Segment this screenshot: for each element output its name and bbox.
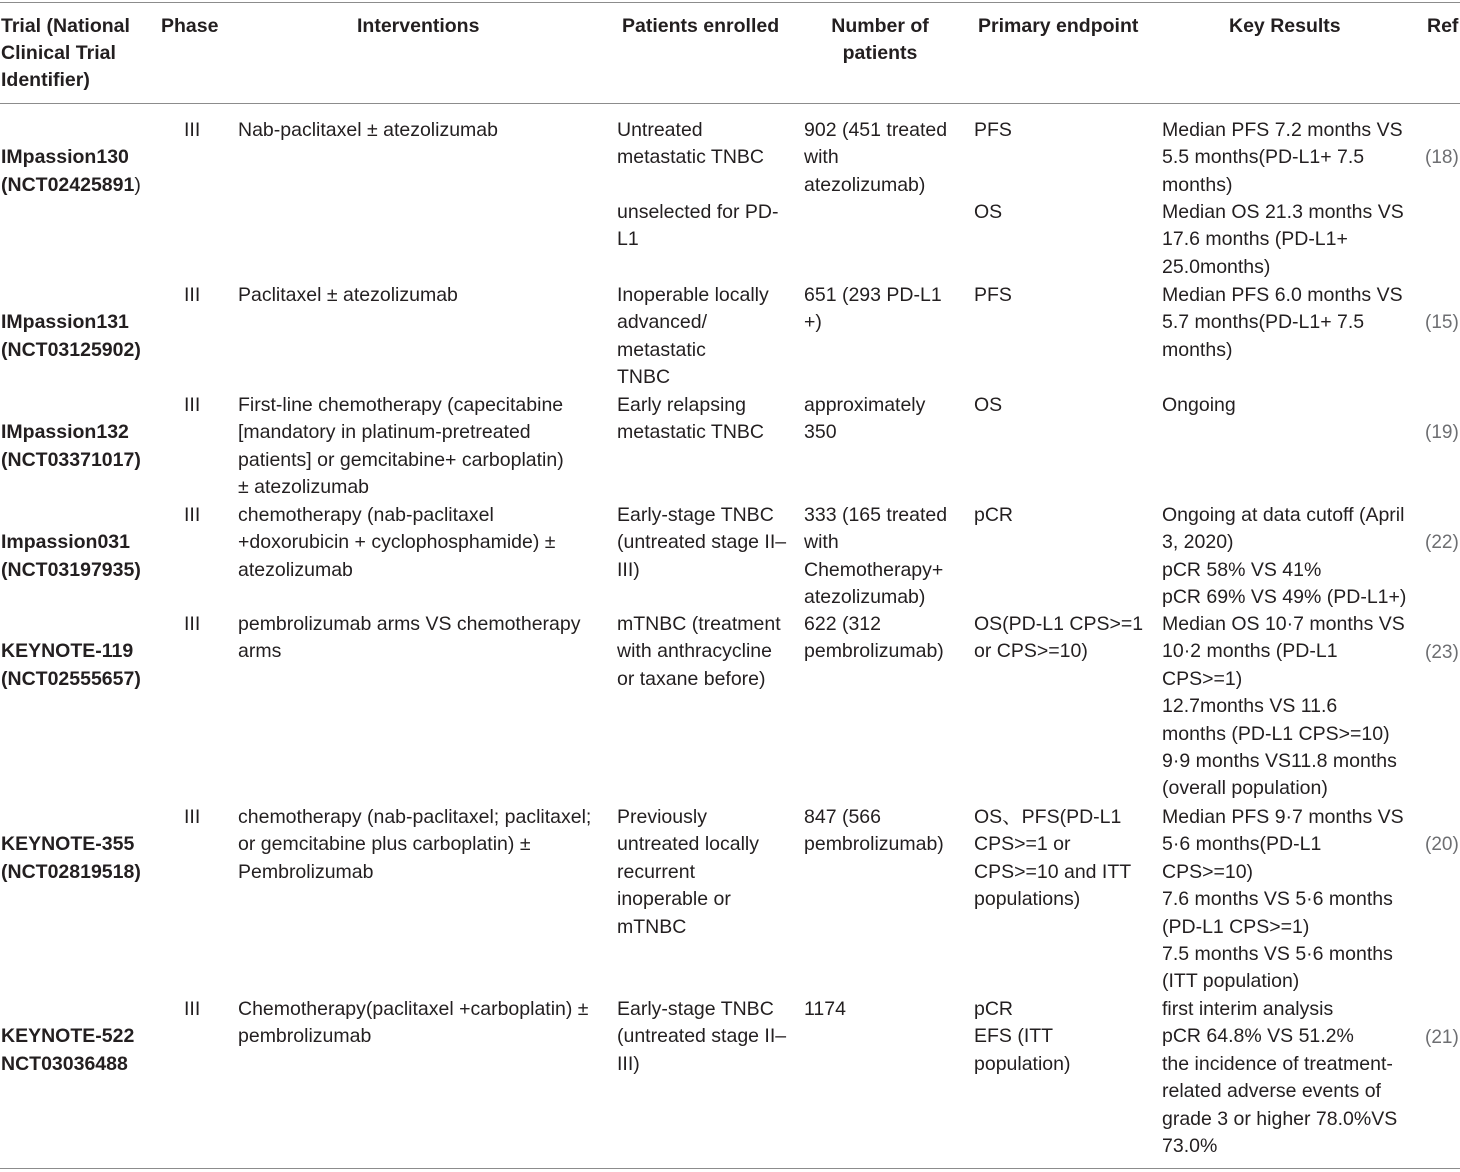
interventions-cell: chemotherapy (nab-paclitaxel +doxorubicin + cyclophosphamide) ± atezolizumab bbox=[238, 504, 556, 581]
header-divider-rule bbox=[0, 103, 1460, 104]
interventions-cell: Chemotherapy(paclitaxel +carboplatin) ± pembrolizumab bbox=[238, 998, 589, 1048]
header-primary-endpoint: Primary endpoint bbox=[978, 15, 1139, 37]
header-ref: Ref bbox=[1427, 15, 1459, 37]
primary-endpoint-cell: pCR bbox=[974, 504, 1014, 526]
phase-cell: III bbox=[184, 998, 201, 1020]
patients-enrolled-cell: Early-stage TNBC (untreated stage II– III) bbox=[617, 998, 787, 1075]
trial-name: KEYNOTE-355 bbox=[1, 833, 135, 856]
trial-cell bbox=[1, 996, 134, 1078]
trial-id: (NCT03125902) bbox=[1, 338, 141, 361]
number-of-patients-cell: 622 (312 pembrolizumab) bbox=[804, 613, 944, 663]
key-results-cell: first interim analysis pCR 64.8% VS 51.2% the incidence of treatment- related adverse events of grade 3 or higher 78.0%VS 73.0% bbox=[1162, 998, 1398, 1158]
trial-id-suffix: ) bbox=[134, 173, 141, 196]
trial-id: NCT03036488 bbox=[1, 1052, 128, 1075]
table-top-rule bbox=[0, 2, 1460, 3]
ref-cell: (21) bbox=[1425, 1027, 1459, 1048]
ref-cell: (18) bbox=[1425, 147, 1459, 168]
key-results-cell: Median PFS 9·7 months VS 5·6 months(PD-L1 CPS>=10) 7.6 months VS 5·6 months (PD-L1 CPS>=1) 7.5 months VS 5·6 months (ITT population) bbox=[1162, 806, 1404, 993]
number-of-patients-cell: 333 (165 treated with Chemotherapy+ atezolizumab) bbox=[804, 504, 948, 609]
primary-endpoint-cell: OS(PD-L1 CPS>=1 or CPS>=10) bbox=[974, 613, 1144, 663]
trial-cell bbox=[1, 282, 141, 364]
trial-name: IMpassion130 bbox=[1, 146, 129, 169]
key-results-cell: Ongoing bbox=[1162, 394, 1236, 416]
phase-cell: III bbox=[184, 394, 201, 416]
trial-name: IMpassion131 bbox=[1, 311, 129, 334]
trial-id: (NCT03371017) bbox=[1, 448, 141, 471]
number-of-patients-cell: 902 (451 treated with atezolizumab) bbox=[804, 119, 948, 196]
primary-endpoint-cell: PFS bbox=[974, 119, 1012, 141]
interventions-cell: Paclitaxel ± atezolizumab bbox=[238, 284, 458, 306]
ref-cell: (20) bbox=[1425, 834, 1459, 855]
phase-cell: III bbox=[184, 284, 201, 306]
trial-id: (NCT03197935) bbox=[1, 558, 141, 581]
key-results-cell: Ongoing at data cutoff (April 3, 2020) pCR 58% VS 41% pCR 69% VS 49% (PD-L1+) bbox=[1162, 504, 1407, 609]
header-patients-enrolled: Patients enrolled bbox=[622, 15, 780, 37]
interventions-cell: pembrolizumab arms VS chemotherapy arms bbox=[238, 613, 581, 663]
trial-cell bbox=[1, 392, 141, 474]
number-of-patients-cell: 1174 bbox=[804, 998, 846, 1020]
trial-cell bbox=[1, 502, 141, 584]
ref-cell: (23) bbox=[1425, 642, 1459, 663]
ref-cell: (22) bbox=[1425, 532, 1459, 553]
trial-id: (NCT02555657) bbox=[1, 667, 141, 690]
interventions-cell: chemotherapy (nab-paclitaxel; paclitaxel; or gemcitabine plus carboplatin) ± Pembrolizumab bbox=[238, 806, 592, 883]
header-key-results: Key Results bbox=[1229, 15, 1341, 37]
phase-cell: III bbox=[184, 613, 201, 635]
interventions-cell: First-line chemotherapy (capecitabine [mandatory in platinum-pretreated patients] or gemcitabine+ carboplatin) ± atezolizumab bbox=[238, 394, 564, 499]
key-results-cell: Median PFS 7.2 months VS 5.5 months(PD-L1+ 7.5 months) bbox=[1162, 119, 1403, 196]
table-bottom-rule bbox=[0, 1168, 1460, 1169]
trial-name: KEYNOTE-119 bbox=[1, 640, 134, 663]
ref-cell: (19) bbox=[1425, 422, 1459, 443]
trial-cell bbox=[1, 117, 141, 199]
primary-endpoint-cell: OS bbox=[974, 394, 1003, 416]
trial-cell bbox=[1, 611, 141, 693]
patients-enrolled-cell: mTNBC (treatment with anthracycline or taxane before) bbox=[617, 613, 781, 690]
patients-enrolled-cell: Early relapsing metastatic TNBC bbox=[617, 394, 765, 444]
interventions-cell: Nab-paclitaxel ± atezolizumab bbox=[238, 119, 498, 141]
key-results-cell: Median PFS 6.0 months VS 5.7 months(PD-L1+ 7.5 months) bbox=[1162, 284, 1403, 361]
patients-enrolled-cell: Untreated metastatic TNBC bbox=[617, 119, 765, 169]
patients-enrolled-cell: unselected for PD- L1 bbox=[617, 201, 779, 251]
phase-cell: III bbox=[184, 504, 201, 526]
trial-name: Impassion031 bbox=[1, 531, 130, 554]
key-results-cell: Median OS 21.3 months VS 17.6 months (PD-L1+ 25.0months) bbox=[1162, 201, 1404, 278]
number-of-patients-cell: 651 (293 PD-L1 +) bbox=[804, 284, 942, 334]
phase-cell: III bbox=[184, 119, 201, 141]
ref-cell: (15) bbox=[1425, 312, 1459, 333]
key-results-cell: Median OS 10·7 months VS 10·2 months (PD-L1 CPS>=1) 12.7months VS 11.6 months (PD-L1 CPS>=10) 9·9 months VS11.8 months (overall population) bbox=[1162, 613, 1405, 800]
header-phase: Phase bbox=[161, 15, 219, 37]
primary-endpoint-cell: OS bbox=[974, 201, 1003, 223]
header-trial: Trial (National Clinical Trial Identifier) bbox=[1, 15, 130, 91]
header-interventions: Interventions bbox=[357, 15, 480, 37]
number-of-patients-cell: approximately 350 bbox=[804, 394, 926, 444]
trial-cell bbox=[1, 804, 141, 886]
trial-name: IMpassion132 bbox=[1, 421, 129, 444]
number-of-patients-cell: 847 (566 pembrolizumab) bbox=[804, 806, 944, 856]
phase-cell: III bbox=[184, 806, 201, 828]
trial-name: KEYNOTE-522 bbox=[1, 1025, 135, 1048]
header-number-of-patients: Number of patients bbox=[831, 15, 929, 64]
trial-id: (NCT02819518) bbox=[1, 860, 141, 883]
patients-enrolled-cell: Inoperable locally advanced/ metastatic TNBC bbox=[617, 284, 769, 389]
primary-endpoint-cell: PFS bbox=[974, 284, 1012, 306]
trial-id: (NCT02425891 bbox=[1, 173, 135, 196]
patients-enrolled-cell: Previously untreated locally recurrent inoperable or mTNBC bbox=[617, 806, 760, 938]
patients-enrolled-cell: Early-stage TNBC (untreated stage II– III) bbox=[617, 504, 787, 581]
primary-endpoint-cell: OS、PFS(PD-L1 CPS>=1 or CPS>=10 and ITT populations) bbox=[974, 806, 1132, 911]
primary-endpoint-cell: pCR EFS (ITT population) bbox=[974, 998, 1071, 1075]
